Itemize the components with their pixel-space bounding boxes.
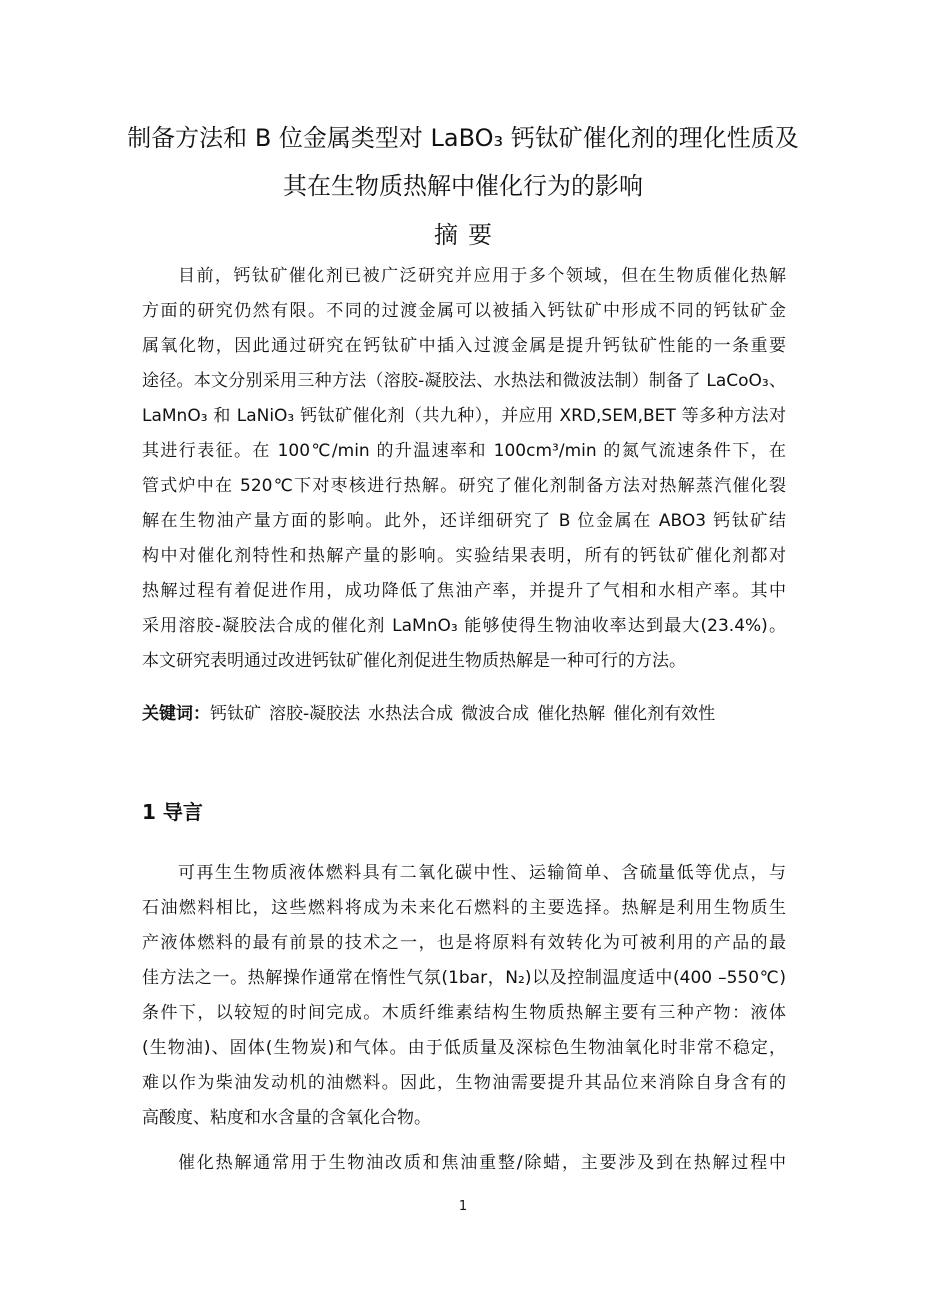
abstract-line: 热解过程有着促进作用，成功降低了焦油产率，并提升了气相和水相产率。其中 [142, 581, 786, 601]
keywords [142, 701, 792, 727]
section-heading: 1 导言 [142, 800, 203, 824]
abstract-line: 构中对催化剂特性和热解产量的影响。实验结果表明，所有的钙钛矿催化剂都对 [142, 546, 786, 566]
body-line: 高酸度、粘度和水含量的含氧化合物。 [142, 1108, 431, 1128]
abstract-heading: 摘要 [434, 221, 502, 249]
body-line: (生物油)、固体(生物炭)和气体。由于低质量及深棕色生物油氧化时非常不稳定， [142, 1038, 786, 1058]
body-line: 佳方法之一。热解操作通常在惰性气氛(1bar，N₂)以及控制温度适中(400 –550℃) [142, 968, 786, 988]
body-line: 产液体燃料的最有前景的技术之一，也是将原料有效转化为可被利用的产品的最 [142, 933, 786, 953]
abstract-line: 属氧化物，因此通过研究在钙钛矿中插入过渡金属是提升钙钛矿性能的一条重要 [142, 336, 786, 356]
abstract-line: 管式炉中在 520℃下对枣核进行热解。研究了催化剂制备方法对热解蒸汽催化裂 [142, 476, 786, 496]
abstract-line: 目前，钙钛矿催化剂已被广泛研究并应用于多个领域，但在生物质催化热解 [178, 266, 786, 286]
keyword: 溶胶-凝胶法 [269, 704, 361, 724]
paper-title-line-1: 制备方法和 B 位金属类型对 LaBO₃ 钙钛矿催化剂的理化性质及 [127, 124, 799, 152]
abstract-line: 其进行表征。在 100℃/min 的升温速率和 100cm³/min 的氮气流速条件下，在 [142, 441, 786, 461]
abstract-line: 途径。本文分别采用三种方法（溶胶-凝胶法、水热法和微波法制）制备了 LaCoO₃、 [142, 371, 786, 391]
abstract-line: LaMnO₃ 和 LaNiO₃ 钙钛矿催化剂（共九种），并应用 XRD,SEM,BET 等多种方法对 [142, 406, 786, 426]
body-line: 催化热解通常用于生物油改质和焦油重整/除蜡，主要涉及到在热解过程中 [178, 1153, 786, 1173]
abstract-line: 采用溶胶-凝胶法合成的催化剂 LaMnO₃ 能够使得生物油收率达到最大(23.4%)。 [142, 616, 786, 636]
body-line: 石油燃料相比，这些燃料将成为未来化石燃料的主要选择。热解是利用生物质生 [142, 898, 786, 918]
keyword: 水热法合成 [368, 704, 454, 724]
keyword: 微波合成 [461, 704, 530, 724]
paper-title-line-2: 其在生物质热解中催化行为的影响 [283, 172, 643, 200]
keyword: 催化剂有效性 [613, 704, 716, 724]
abstract-line: 本文研究表明通过改进钙钛矿催化剂促进生物质热解是一种可行的方法。 [142, 651, 686, 671]
keyword: 钙钛矿 [210, 704, 261, 724]
body-line: 难以作为柴油发动机的油燃料。因此，生物油需要提升其品位来消除自身含有的 [142, 1073, 786, 1093]
page-number: 1 [458, 1199, 468, 1214]
keywords-label: 关键词： [142, 704, 210, 724]
body-line: 条件下，以较短的时间完成。木质纤维素结构生物质热解主要有三种产物：液体 [142, 1003, 786, 1023]
abstract-line: 方面的研究仍然有限。不同的过渡金属可以被插入钙钛矿中形成不同的钙钛矿金 [142, 301, 786, 321]
body-line: 可再生生物质液体燃料具有二氧化碳中性、运输简单、含硫量低等优点，与 [178, 863, 786, 883]
keyword: 催化热解 [537, 704, 606, 724]
abstract-line: 解在生物油产量方面的影响。此外，还详细研究了 B 位金属在 ABO3 钙钛矿结 [142, 511, 786, 531]
